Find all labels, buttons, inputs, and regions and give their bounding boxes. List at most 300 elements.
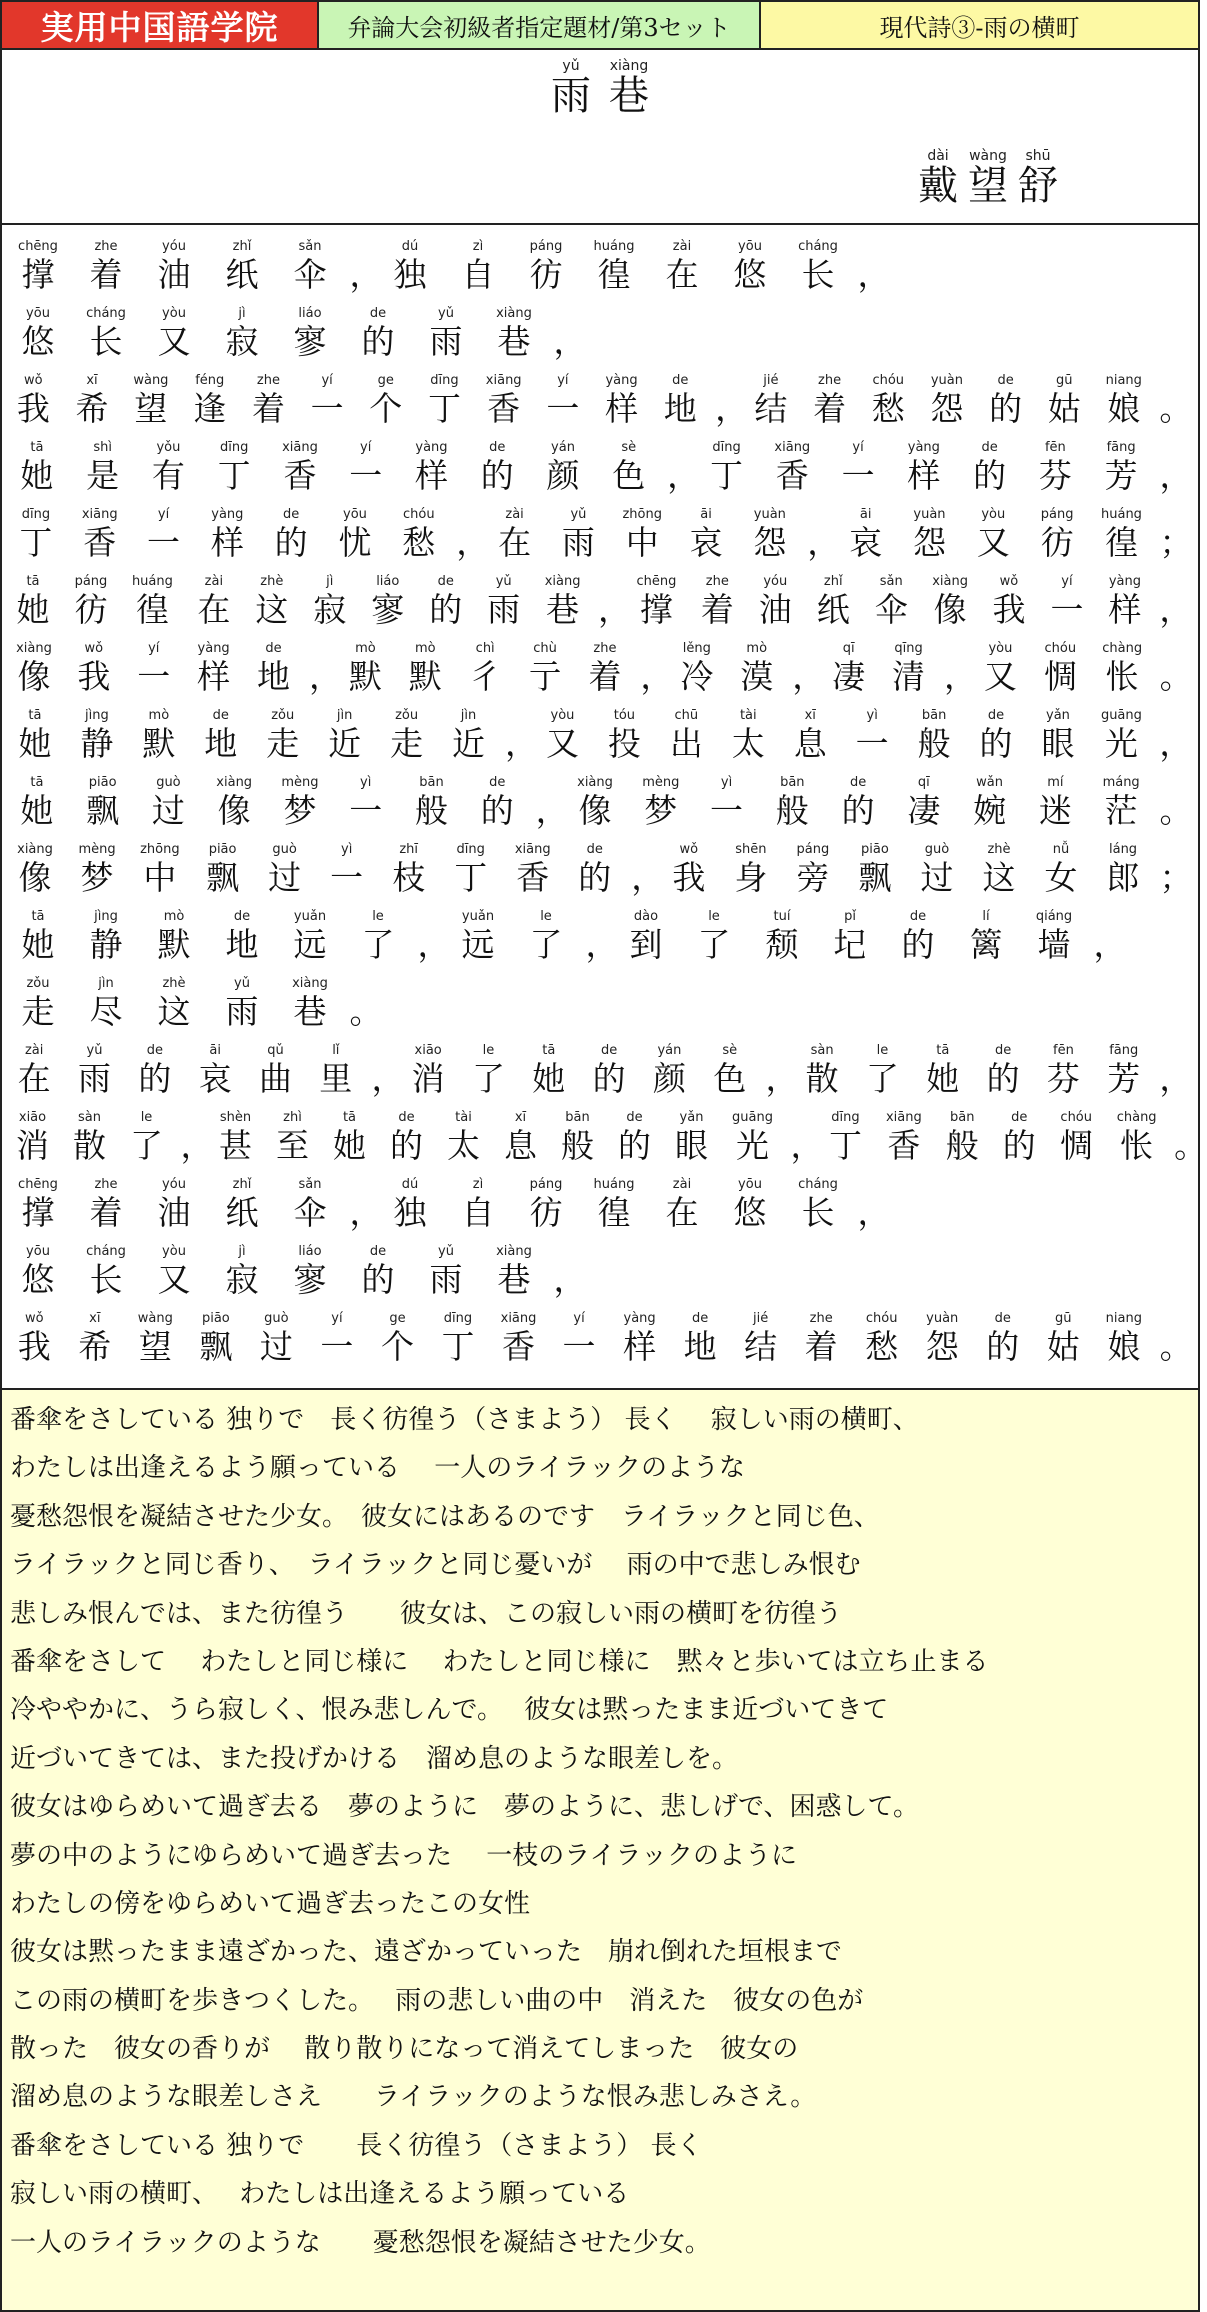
hanzi: 芬 xyxy=(1046,1059,1080,1098)
punctuation xyxy=(790,1110,824,1167)
pinyin: tā xyxy=(30,775,44,790)
punctuation xyxy=(553,306,587,363)
poem-char xyxy=(545,574,581,631)
punctuation xyxy=(417,909,451,966)
pinyin: yǔ xyxy=(438,306,454,321)
pinyin: jié xyxy=(763,373,779,388)
hanzi: 着 xyxy=(251,389,285,428)
poem-char xyxy=(476,440,518,497)
poem-char xyxy=(915,708,953,765)
poem-char xyxy=(874,574,908,631)
poem-char xyxy=(1104,842,1142,899)
poem-char xyxy=(213,440,255,497)
pinyin: de xyxy=(626,1110,643,1125)
hanzi: 息 xyxy=(504,1126,537,1165)
pinyin: mò xyxy=(746,641,768,656)
poem-char xyxy=(1101,708,1142,765)
poem-char xyxy=(492,306,536,363)
pinyin: lǐ xyxy=(332,1043,340,1058)
hanzi: 婉 xyxy=(973,791,1007,830)
hanzi: 我 xyxy=(672,858,706,897)
hanzi: 枝 xyxy=(392,858,426,897)
hanzi: 个 xyxy=(369,389,403,428)
pinyin: yàng xyxy=(605,373,638,388)
poem-line xyxy=(16,497,1198,564)
poem-char xyxy=(524,239,568,296)
hanzi: 消 xyxy=(16,1126,49,1165)
hanzi: 芬 xyxy=(1038,456,1072,495)
poem-char xyxy=(80,507,120,564)
hanzi: 静 xyxy=(89,925,123,964)
pinyin: yǔ xyxy=(86,1043,103,1058)
hanzi: 的 xyxy=(390,1126,423,1165)
pinyin: jìn xyxy=(98,976,114,991)
pinyin: yōu xyxy=(738,239,762,254)
hanzi: ， xyxy=(349,255,383,294)
poem-char xyxy=(84,306,128,363)
punctuation xyxy=(1159,842,1193,899)
punctuation xyxy=(857,239,891,296)
poem-char xyxy=(910,507,950,564)
hanzi: 的 xyxy=(578,858,612,897)
poem-char xyxy=(84,239,128,296)
hanzi: 甚 xyxy=(219,1126,252,1165)
pinyin: liáo xyxy=(376,574,400,589)
hanzi: 过 xyxy=(259,1327,293,1366)
poem-char xyxy=(624,909,668,966)
hanzi: 香 xyxy=(487,389,521,428)
hanzi: 样 xyxy=(210,523,244,562)
hanzi: 撑 xyxy=(639,590,673,629)
hanzi: 梦 xyxy=(80,858,114,897)
poem-char xyxy=(84,976,128,1033)
poem-char xyxy=(73,1110,106,1167)
pinyin: chì xyxy=(475,641,495,656)
pinyin: de xyxy=(981,440,998,455)
poem-char xyxy=(288,1177,332,1234)
hanzi: ； xyxy=(1159,523,1193,562)
punctuation xyxy=(308,641,342,698)
poem-char xyxy=(925,1043,961,1100)
poem-char xyxy=(16,976,60,1033)
pinyin: jìn xyxy=(336,708,353,723)
poem-char xyxy=(700,574,734,631)
hanzi: 又 xyxy=(976,523,1010,562)
poem-char xyxy=(1042,641,1078,698)
poem-char xyxy=(1034,440,1076,497)
translation-line: 悲しみ恨んでは、また彷徨う 彼女は、この寂しい雨の横町を彷徨う xyxy=(10,1598,843,1629)
hanzi: 茫 xyxy=(1104,791,1138,830)
pinyin: zǒu xyxy=(395,708,419,723)
hanzi: ， xyxy=(308,657,342,696)
pinyin: de xyxy=(909,909,927,924)
hanzi: 一 xyxy=(546,389,580,428)
hanzi: 样 xyxy=(907,456,941,495)
pinyin: xī xyxy=(514,1110,527,1125)
hanzi: 惆 xyxy=(1043,657,1077,696)
hanzi: 眼 xyxy=(675,1126,708,1165)
poem-char xyxy=(16,775,58,832)
poem-char xyxy=(447,1110,480,1167)
poem-line xyxy=(16,363,1198,430)
hanzi: 悠 xyxy=(21,322,55,361)
pinyin: wǒ xyxy=(84,641,104,656)
pinyin: xiàng xyxy=(17,842,53,857)
hanzi: 一 xyxy=(137,657,171,696)
pinyin: sǎn xyxy=(879,574,903,589)
hanzi: 香 xyxy=(502,1327,536,1366)
translation-line: 一人のライラックのような 憂愁怨恨を凝結させた少女。 xyxy=(10,2227,711,2258)
poem-char xyxy=(918,842,956,899)
author-char xyxy=(918,148,958,208)
hanzi: 彷 xyxy=(529,255,563,294)
poem-line xyxy=(16,296,1198,363)
hanzi: 了 xyxy=(471,1059,505,1098)
poem-char xyxy=(84,1244,128,1301)
punctuation xyxy=(807,507,841,564)
hanzi: 颜 xyxy=(546,456,580,495)
pinyin: xiàng xyxy=(496,306,532,321)
hanzi: 像 xyxy=(17,657,51,696)
poem-char xyxy=(636,574,676,631)
hanzi: 一 xyxy=(562,1327,596,1366)
hanzi: 自 xyxy=(461,255,495,294)
hanzi: 梦 xyxy=(283,791,317,830)
hanzi: 伞 xyxy=(293,255,327,294)
hanzi: 姑 xyxy=(1046,1327,1080,1366)
poem-char xyxy=(476,775,518,832)
poem-char xyxy=(891,641,927,698)
poem-char xyxy=(356,306,400,363)
poem-char xyxy=(152,239,196,296)
poem-char xyxy=(667,708,705,765)
poem-char xyxy=(969,775,1011,832)
hanzi: 在 xyxy=(197,590,231,629)
pinyin: jié xyxy=(753,1311,769,1326)
hanzi: 她 xyxy=(333,1126,366,1165)
hanzi: 她 xyxy=(532,1059,566,1098)
hanzi: 身 xyxy=(734,858,768,897)
hanzi: 眼 xyxy=(1041,724,1075,763)
hanzi: 的 xyxy=(274,523,308,562)
hanzi: 像 xyxy=(933,590,967,629)
hanzi: 长 xyxy=(89,1260,123,1299)
pinyin: cháng xyxy=(86,1244,126,1259)
hanzi: 一 xyxy=(710,791,744,830)
pinyin: xiāng xyxy=(885,1110,922,1125)
hanzi: 巷 xyxy=(497,1260,531,1299)
pinyin: zǒu xyxy=(271,708,295,723)
pinyin: guò xyxy=(264,1311,289,1326)
poem-char xyxy=(903,775,945,832)
poem-char xyxy=(804,1043,840,1100)
poem-char xyxy=(410,1043,446,1100)
hanzi: 散 xyxy=(805,1059,839,1098)
poem-char xyxy=(903,440,945,497)
poem-char xyxy=(621,1311,658,1368)
poem-char xyxy=(440,1311,477,1368)
hanzi: 哀 xyxy=(849,523,883,562)
poem-char xyxy=(1050,574,1084,631)
poem-char xyxy=(16,1110,49,1167)
pinyin: xiàng xyxy=(16,641,52,656)
hanzi: 的 xyxy=(480,456,514,495)
hanzi: 样 xyxy=(197,657,231,696)
pinyin: wǒ xyxy=(679,842,699,857)
pinyin: yí xyxy=(331,1311,343,1326)
pinyin: fāng xyxy=(1109,1043,1139,1058)
poem-char xyxy=(388,708,426,765)
hanzi: 雨 xyxy=(429,1260,463,1299)
hanzi: 篱 xyxy=(969,925,1003,964)
poem-char xyxy=(622,507,662,564)
pinyin: bān xyxy=(780,775,805,790)
hanzi: 徨 xyxy=(597,255,631,294)
poem-char xyxy=(75,373,110,430)
hanzi: ， xyxy=(857,255,891,294)
poem-char xyxy=(985,1043,1021,1100)
poem-char xyxy=(812,373,847,430)
poem-char xyxy=(368,373,403,430)
poem-char xyxy=(1003,1110,1036,1167)
pinyin: de xyxy=(146,1043,163,1058)
pinyin: de xyxy=(212,708,229,723)
punctuation xyxy=(1159,1043,1193,1100)
hanzi: ， xyxy=(765,1059,799,1098)
hanzi: 着 xyxy=(89,255,123,294)
hanzi: ， xyxy=(1159,724,1193,763)
hanzi: 愁 xyxy=(402,523,436,562)
hanzi: 了 xyxy=(865,1059,899,1098)
pinyin: yòu xyxy=(981,507,1006,522)
hanzi: 亍 xyxy=(528,657,562,696)
pinyin: de xyxy=(672,373,689,388)
pinyin: yí xyxy=(148,641,160,656)
pinyin: jì xyxy=(238,306,246,321)
pinyin: wǒ xyxy=(24,373,43,388)
hanzi: 长 xyxy=(801,1193,835,1232)
pinyin: yuàn xyxy=(930,373,963,388)
poem-char xyxy=(732,1110,773,1167)
poem-char xyxy=(863,1311,900,1368)
poem-line xyxy=(16,229,1198,296)
pinyin: chù xyxy=(533,641,557,656)
pinyin: zhì xyxy=(283,1110,302,1125)
pinyin: mò xyxy=(163,909,185,924)
poem-char xyxy=(1106,373,1142,430)
pinyin: yōu xyxy=(343,507,367,522)
poem-char xyxy=(279,775,321,832)
poem-char xyxy=(561,1110,594,1167)
pinyin: mí xyxy=(1047,775,1064,790)
poem-char xyxy=(531,1043,567,1100)
hanzi: 飘 xyxy=(206,858,240,897)
pinyin: le xyxy=(140,1110,153,1125)
hanzi: 飘 xyxy=(86,791,120,830)
poem-char xyxy=(794,842,832,899)
poem-char xyxy=(732,842,770,899)
poem-char xyxy=(140,708,178,765)
poem-char xyxy=(16,1311,53,1368)
pinyin: zhōng xyxy=(622,507,662,522)
hanzi: 。 xyxy=(1159,1327,1193,1366)
pinyin: guò xyxy=(924,842,950,857)
translation-line: 彼女はゆらめいて過ぎ去る 夢のように 夢のように、悲しげで、困惑して。 xyxy=(10,1792,919,1823)
pinyin: dīng xyxy=(21,507,51,522)
hanzi: 的 xyxy=(480,791,514,830)
pinyin: fāng xyxy=(1106,440,1136,455)
hanzi: 旁 xyxy=(796,858,830,897)
pinyin: yuàn xyxy=(913,507,946,522)
pinyin: zài xyxy=(24,1043,44,1058)
hanzi: 般 xyxy=(561,1126,594,1165)
hanzi: 走 xyxy=(266,724,300,763)
pinyin: piāo xyxy=(88,775,117,790)
hanzi: 远 xyxy=(461,925,495,964)
poem-char xyxy=(692,909,736,966)
hanzi: 的 xyxy=(979,724,1013,763)
hanzi: 哀 xyxy=(198,1059,232,1098)
poem-char xyxy=(220,1244,264,1301)
pinyin: wǒ xyxy=(999,574,1019,589)
poem-char xyxy=(148,775,190,832)
pinyin: zài xyxy=(672,239,692,254)
poem-char xyxy=(256,641,292,698)
pinyin: de xyxy=(1011,1110,1028,1125)
poem-char xyxy=(1060,1110,1093,1167)
hanzi: 香 xyxy=(83,523,117,562)
hanzi: 漠 xyxy=(740,657,774,696)
poem-char xyxy=(542,440,584,497)
poem-char xyxy=(679,641,715,698)
pinyin: wǒ xyxy=(24,1311,44,1326)
hanzi: 纸 xyxy=(225,255,259,294)
punctuation xyxy=(792,641,826,698)
poem-title-area xyxy=(0,50,1200,225)
poem-char xyxy=(682,1311,719,1368)
hanzi: 的 xyxy=(989,389,1023,428)
poem-char xyxy=(77,1311,114,1368)
pinyin: tā xyxy=(542,1043,556,1058)
poem-char xyxy=(137,1311,174,1368)
poem-char xyxy=(220,306,264,363)
hanzi: ， xyxy=(505,724,538,763)
punctuation xyxy=(349,1177,383,1234)
poem-char xyxy=(500,1311,537,1368)
punctuation xyxy=(1174,1110,1207,1167)
hanzi: 曲 xyxy=(258,1059,292,1098)
poem-char xyxy=(271,507,311,564)
poem-char xyxy=(388,239,432,296)
hanzi: 希 xyxy=(75,389,109,428)
pinyin: yì xyxy=(866,708,878,723)
poem-char xyxy=(76,641,112,698)
poem-char xyxy=(279,440,321,497)
poem-char xyxy=(429,574,463,631)
pinyin: wǎn xyxy=(976,775,1004,790)
poem-char xyxy=(829,1110,862,1167)
punctuation xyxy=(1159,440,1193,497)
hanzi: 颓 xyxy=(765,925,799,964)
poem-body xyxy=(0,223,1207,1390)
poem-char xyxy=(137,1043,173,1100)
hanzi: 我 xyxy=(992,590,1026,629)
translation-line: 冷ややかに、うら寂しく、恨み悲しんで。 彼女は黙ったまま近づいてきて xyxy=(10,1695,889,1726)
hanzi: 芳 xyxy=(1104,456,1138,495)
poem-char xyxy=(288,306,332,363)
poem-char xyxy=(729,708,767,765)
hanzi: ， xyxy=(631,858,665,897)
hanzi: 的 xyxy=(592,1059,626,1098)
pinyin: xiàng xyxy=(932,574,968,589)
poem-char xyxy=(495,507,535,564)
title-char xyxy=(551,58,591,118)
poem-char xyxy=(132,574,173,631)
hanzi: 一 xyxy=(320,1327,354,1366)
hanzi: 撑 xyxy=(21,1193,55,1232)
punctuation xyxy=(1159,574,1193,631)
hanzi: 女 xyxy=(1044,858,1078,897)
pinyin: yuǎn xyxy=(461,909,495,924)
pinyin: tā xyxy=(30,440,44,455)
pinyin: tā xyxy=(26,574,40,589)
poem-char xyxy=(706,775,748,832)
pinyin: yǔ xyxy=(438,1244,454,1259)
hanzi: 圮 xyxy=(833,925,867,964)
pinyin: chēng xyxy=(18,239,58,254)
poem-char xyxy=(288,239,332,296)
hanzi: ， xyxy=(667,456,701,495)
poem-char xyxy=(712,1043,748,1100)
poem-char xyxy=(640,775,682,832)
poem-char xyxy=(1102,641,1142,698)
lesson-title: 現代詩③-雨の横町 xyxy=(761,2,1198,48)
punctuation xyxy=(715,373,749,430)
poem-char xyxy=(213,775,255,832)
poem-char xyxy=(16,1043,52,1100)
poem-char xyxy=(328,842,366,899)
pinyin: xiàng xyxy=(292,976,328,991)
hanzi: 的 xyxy=(1002,1126,1036,1165)
pinyin: xiāng xyxy=(514,842,551,857)
hanzi: 自 xyxy=(461,1193,495,1232)
pinyin: xiāng xyxy=(774,440,811,455)
hanzi: 戴 xyxy=(918,163,958,209)
hanzi: 结 xyxy=(744,1327,778,1366)
hanzi: 至 xyxy=(276,1126,309,1165)
poem-char xyxy=(356,909,400,966)
poem-line xyxy=(16,1234,1198,1301)
pinyin: liáo xyxy=(298,1244,322,1259)
hanzi: 悠 xyxy=(733,1193,767,1232)
punctuation xyxy=(535,775,569,832)
poem-char xyxy=(796,239,840,296)
poem-char xyxy=(399,507,439,564)
punctuation xyxy=(1159,775,1193,832)
hanzi: 个 xyxy=(380,1327,414,1366)
pinyin: tā xyxy=(936,1043,950,1058)
pinyin: yàng xyxy=(197,641,230,656)
hanzi: ， xyxy=(180,1126,214,1165)
poem-char xyxy=(760,909,804,966)
pinyin: yòu xyxy=(162,1244,186,1259)
hanzi: 样 xyxy=(605,389,639,428)
pinyin: nǚ xyxy=(1052,842,1070,857)
pinyin: sǎn xyxy=(298,1177,322,1192)
pinyin: cháng xyxy=(798,1177,838,1192)
poem-char xyxy=(886,1110,922,1167)
hanzi: 愁 xyxy=(871,389,905,428)
